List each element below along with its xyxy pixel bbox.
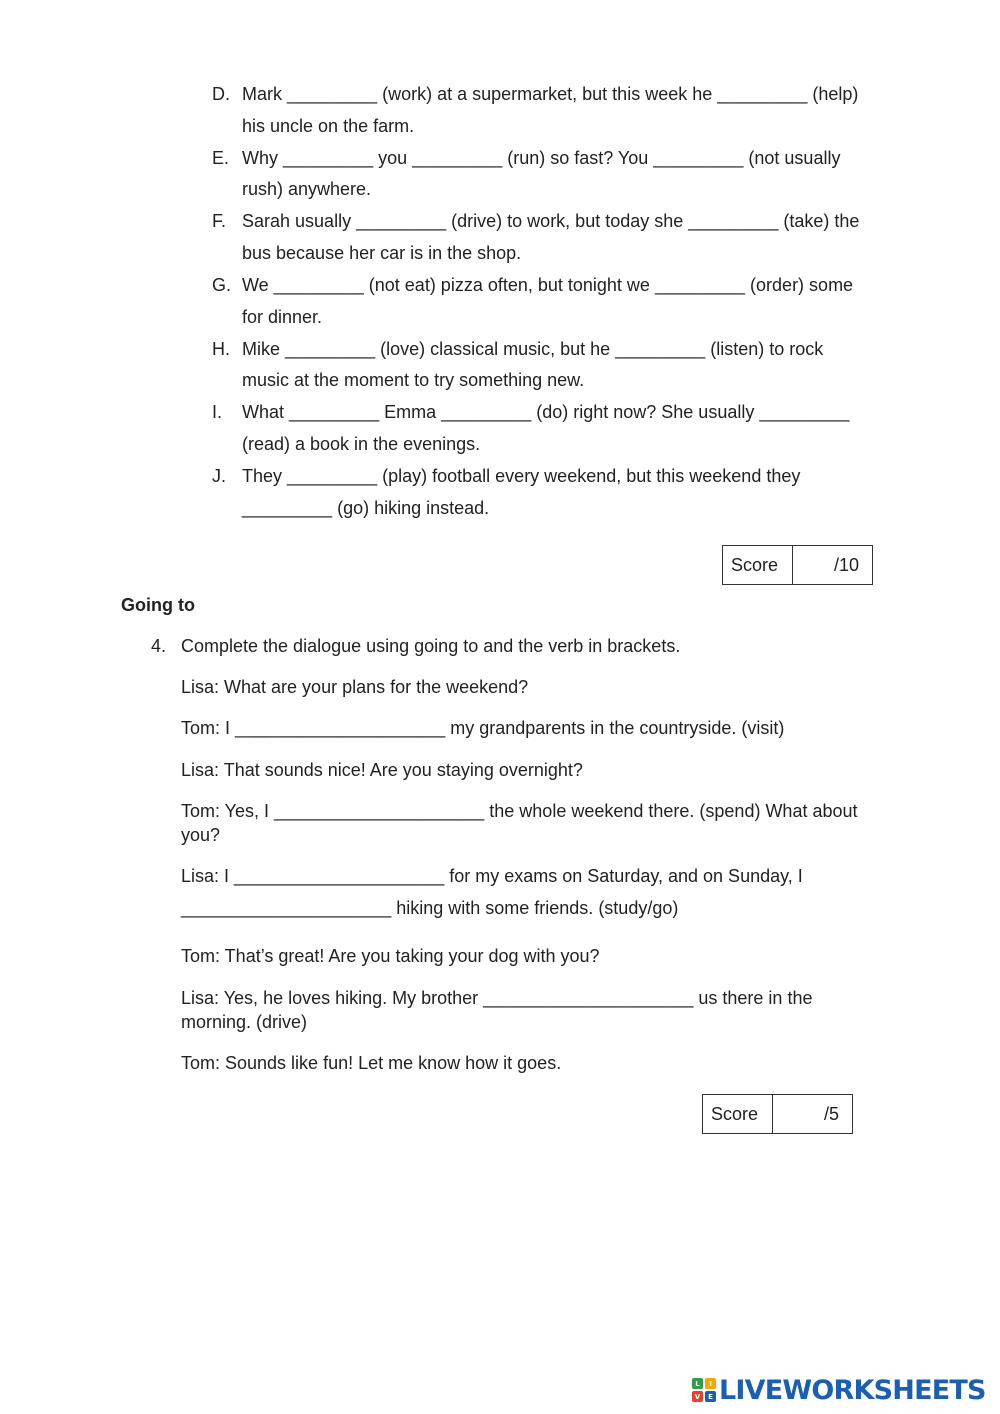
item-label-j: J.: [212, 466, 227, 486]
dialogue-line: Tom: I _____________________ my grandparents in the countryside. (visit): [181, 718, 785, 738]
dialogue-line: Tom: That’s great! Are you taking your dog with you?: [181, 946, 600, 966]
question-number: 4.: [151, 636, 167, 656]
item-e-line-2: rush) anywhere.: [242, 179, 372, 199]
score-label: Score: [723, 546, 793, 584]
dialogue-line: Tom: Sounds like fun! Let me know how it goes.: [181, 1053, 562, 1073]
item-g-line-2: for dinner.: [242, 307, 323, 327]
item-f-line-1: Sarah usually _________ (drive) to work, but today she _________ (take) the: [242, 211, 860, 231]
score-value: /10: [833, 554, 859, 575]
item-label-g: G.: [212, 275, 232, 295]
dialogue-line: _____________________ hiking with some friends. (study/go): [181, 898, 679, 918]
score-box: [702, 1094, 853, 1134]
dialogue-line: Lisa: Yes, he loves hiking. My brother _____________________ us there in the: [181, 988, 813, 1008]
dialogue-line: Lisa: I _____________________ for my exams on Saturday, and on Sunday, I: [181, 866, 803, 886]
item-h-line-1: Mike _________ (love) classical music, but he _________ (listen) to rock: [242, 339, 824, 359]
item-label-d: D.: [212, 84, 230, 104]
dialogue-line: Lisa: That sounds nice! Are you staying overnight?: [181, 760, 583, 780]
logo-tile: L: [692, 1378, 703, 1389]
item-e-line-1: Why _________ you _________ (run) so fast? You _________ (not usually: [242, 148, 841, 168]
logo-tile: E: [705, 1391, 716, 1402]
item-g-line-1: We _________ (not eat) pizza often, but tonight we _________ (order) some: [242, 275, 854, 295]
item-d-line-2: his uncle on the farm.: [242, 116, 415, 136]
dialogue-line: Tom: Yes, I _____________________ the whole weekend there. (spend) What about: [181, 801, 858, 821]
liveworksheets-logo: [692, 1373, 986, 1407]
score-value: /5: [823, 1103, 839, 1124]
logo-wordmark: LIVEWORKSHEETS: [719, 1374, 986, 1406]
item-j-line-1: They _________ (play) football every weekend, but this weekend they: [242, 466, 801, 486]
dialogue-line: morning. (drive): [181, 1012, 308, 1032]
logo-mark-icon: [692, 1378, 716, 1402]
question-instruction: Complete the dialogue using going to and the verb in brackets.: [181, 636, 681, 656]
item-d-line-1: Mark _________ (work) at a supermarket, but this week he _________ (help): [242, 84, 859, 104]
item-h-line-2: music at the moment to try something new.: [242, 370, 585, 390]
logo-tile: V: [692, 1391, 703, 1402]
score-label: Score: [703, 1095, 773, 1133]
item-label-e: E.: [212, 148, 230, 168]
item-label-h: H.: [212, 339, 230, 359]
item-label-f: F.: [212, 211, 227, 231]
logo-tile: I: [705, 1378, 716, 1389]
item-i-line-1: What _________ Emma _________ (do) right now? She usually _________: [242, 402, 850, 422]
section-heading: Going to: [121, 595, 195, 615]
item-j-line-2: _________ (go) hiking instead.: [242, 498, 490, 518]
item-f-line-2: bus because her car is in the shop.: [242, 243, 522, 263]
dialogue-line: you?: [181, 825, 221, 845]
score-box: [722, 545, 873, 585]
item-i-line-2: (read) a book in the evenings.: [242, 434, 481, 454]
dialogue-line: Lisa: What are your plans for the weekend?: [181, 677, 529, 697]
item-label-i: I.: [212, 402, 223, 422]
